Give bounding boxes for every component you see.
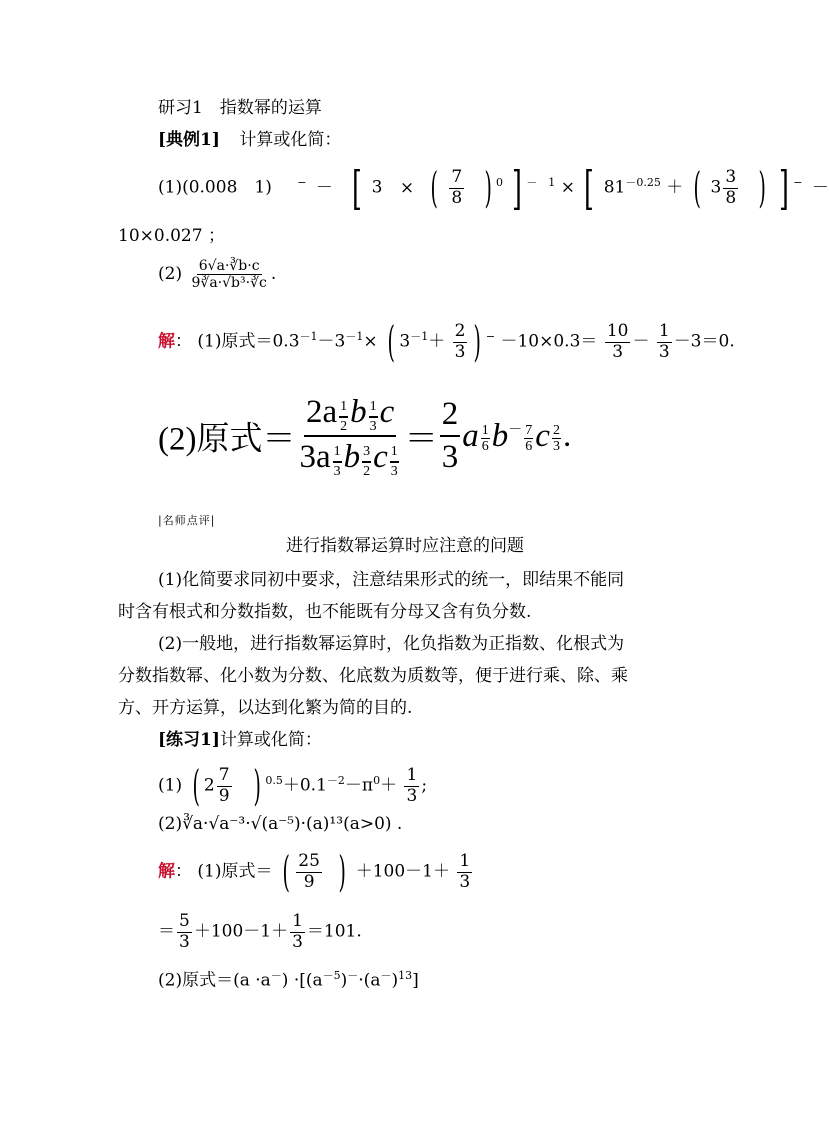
exercise-problem-2: [158, 816, 402, 833]
exercise1-frac: $\frac{1}{3}$: [406, 765, 418, 806]
solution2-frac2: $\frac{1}{3}$: [459, 851, 471, 892]
solution1-frac2: $\frac{10}{3}$: [606, 321, 629, 362]
comment-heading: 进行指数幂运算时应注意的问题: [286, 536, 524, 556]
example-problem-1: (1)(0.008 1) − － [ 3 × ( $\frac{7}{8}$ ) $^0$ ] $^{- 1}$ × [ $81^{-0.25}$ ＋ ( 3 $\frac{3}{8}$ ) ] − －: [158, 160, 829, 215]
example-header: [158, 132, 341, 149]
solution2-frac3: $\frac{5}{3}$: [179, 911, 190, 952]
problem1-neg1-exp: － 1: [526, 175, 556, 189]
exercise-problem-1: (1) ( 2 $\frac{7}{9}$ ) $^{0.5}+0.1^{-2}-\pi^0+$ $\frac{1}{3}$ ;: [158, 761, 428, 811]
exercise-header: [158, 732, 322, 749]
problem1-mixed-int: 3: [710, 177, 722, 198]
big-formula-result: a $\frac{1}{6}$ b－ $\frac{7}{6}$ c $\frac{2}{3}$ .: [462, 417, 572, 454]
problem2-fraction: [190, 258, 269, 291]
problem1-zero-exp: 0: [495, 175, 503, 189]
problem1-times2: ×: [560, 177, 575, 198]
problem1-three: 3: [371, 177, 383, 198]
problem2-label: (2): [158, 264, 183, 285]
big-formula-lead: (2)原式＝: [158, 421, 296, 458]
example-problem-2: [158, 258, 276, 291]
problem1-exp025: －0.25: [625, 175, 661, 189]
comment-p1-line1: (1)化简要求同初中要求，注意结果形式的统一，即结果不能同: [158, 570, 625, 590]
problem1-minus: －: [315, 177, 333, 198]
problem2-end: .: [270, 264, 277, 285]
big-formula-denominator: 3a $\frac{1}{3}$ b $\frac{3}{2}$ c $\frac{1}{3}$: [299, 439, 398, 479]
solution2-frac1: $\frac{25}{9}$: [298, 851, 320, 892]
problem1-prefix: (1)(0.008 1): [158, 177, 272, 198]
section-title-text: 研习1 指数幂的运算: [158, 98, 322, 118]
exercise-task: 计算或化简：: [219, 730, 322, 750]
problem1-mixed-frac: $\frac{3}{8}$: [725, 167, 737, 208]
solution1-text: (1)原式＝0.3: [197, 331, 300, 352]
solution1-frac3: $\frac{1}{3}$: [658, 321, 670, 362]
example-problem-1-line2: [118, 228, 225, 245]
problem1-81: 81: [603, 177, 626, 198]
problem2-denominator: 9∛a·√b³·∛c: [191, 275, 267, 292]
exercise1-mixed-frac: $\frac{7}{9}$: [218, 765, 230, 806]
comment-p2-line1: (2)一般地，进行指数幂运算时，化负指数为正指数、化根式为: [158, 634, 625, 654]
comment-p2-line2: 分数指数幂、化小数为分数、化底数为质数等，便于进行乘、除、乘: [118, 666, 628, 686]
problem1-fraction: $\frac{7}{8}$: [451, 167, 463, 208]
problem2-numerator: 6√a·∛b·c: [198, 258, 260, 274]
exercise2-text: (2)∛a·√a⁻³·√(a⁻⁵)·(a)¹³(a>0) .: [158, 814, 403, 834]
big-formula-main-fraction: [297, 392, 402, 480]
comment-p2-line3: 方、开方运算，以达到化繁为简的目的.: [118, 698, 413, 718]
solution1-frac1: $\frac{2}{3}$: [454, 321, 466, 362]
big-formula-numerator: 2a $\frac{1}{2}$ b $\frac{1}{3}$ c: [304, 392, 396, 437]
solution2-line1: 解： (1)原式＝ ( $\frac{25}{9}$ ) ＋100－1＋ $\frac{1}{3}$: [158, 847, 471, 897]
solution1-line: 解： (1)原式$=0.3^{-1}-3^{-1}\times$ ( $3^{-1}+$ $\frac{2}{3}$ ) − －10×0.3＝ $\frac{10}{3}$ － $\frac{1}{3}$ －3＝0.: [158, 317, 735, 367]
solution2-frac4: $\frac{1}{3}$: [292, 911, 303, 952]
solution2-label: 解: [158, 861, 175, 882]
problem1-plus: ＋: [666, 177, 684, 198]
problem1-line2: 10×0.027 ；: [118, 226, 225, 246]
example-label: [典例1]: [158, 130, 220, 150]
big-formula: [158, 392, 571, 480]
comment-p1-line2: 时含有根式和分数指数，也不能既有分母又含有负分数.: [118, 602, 532, 622]
exercise-label: [练习1]: [158, 730, 220, 750]
solution2-line3: (2)原式$=(a \cdot a^-) \cdot[(a^{-5})^-\cdot(a^-)^{13}]$: [158, 969, 419, 991]
section-title: [158, 100, 322, 117]
solution2-line2: ＝ $\frac{5}{3}$ ＋100－1＋ $\frac{1}{3}$ ＝101.: [158, 911, 362, 952]
solution1-label: 解: [158, 331, 175, 352]
big-formula-eq: ＝: [404, 421, 438, 458]
problem1-tail: －: [811, 177, 829, 198]
big-formula-result-fraction: $\frac{2}{3}$: [441, 395, 459, 475]
example-task: 计算或化简：: [239, 130, 342, 150]
comment-tag: |名师点评|: [158, 514, 216, 527]
problem1-times: ×: [399, 177, 415, 198]
